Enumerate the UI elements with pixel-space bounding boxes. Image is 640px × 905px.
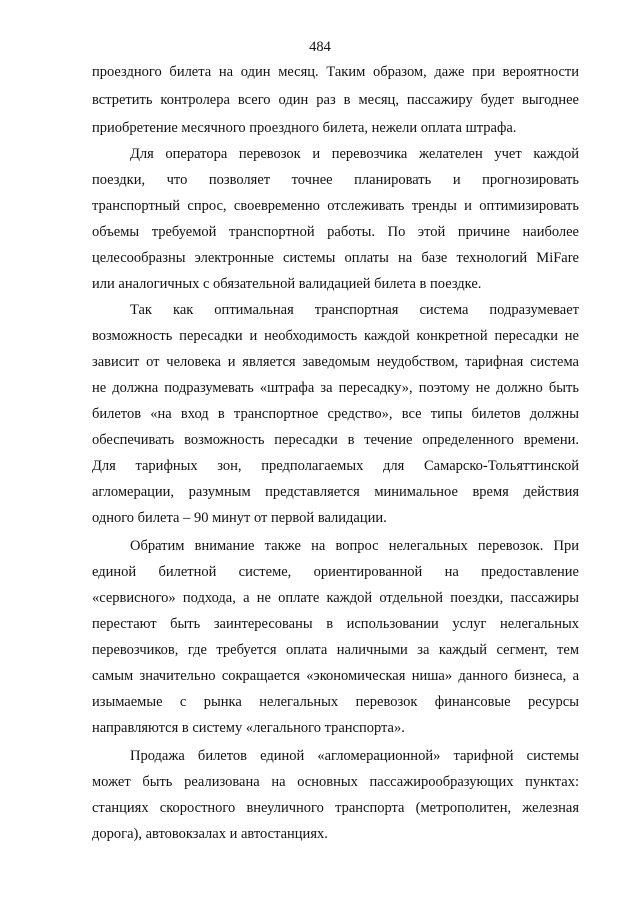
text-line: изымаемые с рынка нелегальных перевозок финансовые ресурсы [92, 694, 579, 710]
text-line: направляются в систему «легального транспорта». [92, 720, 405, 736]
text-line: поездки, что позволяет точнее планировать и прогнозировать [92, 172, 579, 188]
text-line: Для оператора перевозок и перевозчика желателен учет каждой [130, 146, 579, 162]
text-line: перестают быть заинтересованы в использовании услуг нелегальных [92, 616, 579, 632]
text-line: объемы требуемой транспортной работы. По этой причине наиболее [92, 224, 579, 240]
text-line: Продажа билетов единой «агломерационной» тарифной системы [130, 748, 579, 764]
text-line: дорога), автовокзалах и автостанциях. [92, 826, 328, 842]
text-line: приобретение месячного проездного билета, нежели оплата штрафа. [92, 120, 517, 136]
text-line: не должна подразумевать «штрафа за пересадку», поэтому не должно быть [92, 380, 579, 396]
text-line: целесообразны электронные системы оплаты на базе технологий MiFare [92, 250, 579, 266]
text-line: Так как оптимальная транспортная система подразумевает [130, 302, 579, 318]
text-line: возможность пересадки и необходимость каждой конкретной пересадки не [92, 328, 579, 344]
text-line: Обратим внимание также на вопрос нелегальных перевозок. При [130, 538, 579, 554]
text-line: агломерации, разумным представляется минимальное время действия [92, 484, 579, 500]
text-line: Для тарифных зон, предполагаемых для Самарско-Тольяттинской [92, 458, 579, 474]
text-line: встретить контролера всего один раз в месяц, пассажиру будет выгоднее [92, 92, 579, 108]
page-number: 484 [309, 39, 331, 55]
text-line: обеспечивать возможность пересадки в течение определенного времени. [92, 432, 579, 448]
text-line: зависит от человека и является заведомым неудобством, тарифная система [92, 354, 579, 370]
text-line: транспортный спрос, своевременно отслеживать тренды и оптимизировать [92, 198, 579, 214]
text-line: одного билета – 90 минут от первой валидации. [92, 510, 387, 526]
text-line: или аналогичных с обязательной валидацией билета в поездке. [92, 276, 482, 292]
text-line: единой билетной системе, ориентированной на предоставление [92, 564, 579, 580]
text-line: билетов «на вход в транспортное средство», все типы билетов должны [92, 406, 579, 422]
text-line: «сервисного» подхода, а не оплате каждой отдельной поездки, пассажиры [92, 590, 579, 606]
text-line: проездного билета на один месяц. Таким образом, даже при вероятности [92, 64, 579, 80]
text-line: самым значительно сокращается «экономическая ниша» данного бизнеса, а [92, 668, 579, 684]
text-line: может быть реализована на основных пассажирообразующих пунктах: [92, 774, 579, 790]
text-line: станциях скоростного внеуличного транспорта (метрополитен, железная [92, 800, 579, 816]
text-line: перевозчиков, где требуется оплата наличными за каждый сегмент, тем [92, 642, 579, 658]
